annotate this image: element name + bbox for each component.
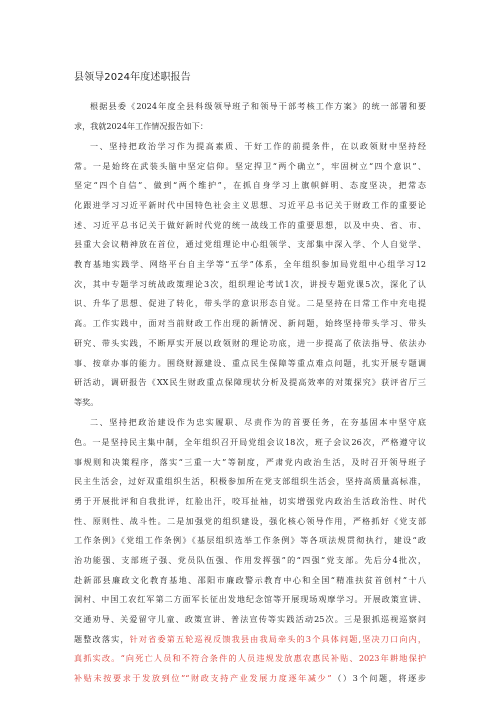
text-line: 教育基地实践学、网络平台自主学等“五学”体系，全年组织参加局党组中心组学习12 xyxy=(74,259,426,270)
text-line: 色。一是坚持民主集中制，全年组织召开局党组会议18次，班子会议26次，严格遵守议 xyxy=(74,436,426,447)
text-line: 交通劝导、关爱留守儿童、政策宣讲、普法宣传等实践活动25次。三是狠抓巡视巡察问 xyxy=(74,614,426,625)
text-line: 次，其中专题学习统战政策理论3次，组织理论考试1次，讲授专题党课5次，深化了认 xyxy=(74,278,426,289)
text-line: 县重大会议精神放在首位，通过党组理论中心组领学、支部集中深入学、个人自觉学、 xyxy=(74,239,426,250)
text-line: 民主生活会，过好双重组织生活，积极参加所在党支部组织生活会，坚持高质量高标准， xyxy=(74,476,426,487)
text-line: 事、按章办事的能力。围绕财源建设、重点民生保障等重点难点问题，扎实开展专题调 xyxy=(74,357,426,368)
paragraph-political-building xyxy=(74,413,426,689)
document-body xyxy=(74,97,426,689)
text-line: 工作条例》《党组工作条例》《基层组织选举工作条例》等各项法规贯彻执行，建设“政 xyxy=(74,535,426,546)
text-segment: （）3个问题，将逐步 xyxy=(331,673,426,684)
text-line: 性、原则性、战斗性。二是加强党的组织建设，强化核心领导作用，严格抓好《党支部 xyxy=(74,515,426,526)
text-line xyxy=(74,669,426,689)
text-line xyxy=(74,630,426,650)
text-line: 事规则和决策程序，落实“三重一大”等制度，严肃党内政治生活，及时召开领导班子 xyxy=(74,456,426,467)
text-line: 高。工作实践中，面对当前财政工作出现的新情况、新问题，始终坚持带头学习、带头 xyxy=(74,318,426,329)
text-line: 等奖。 xyxy=(74,396,99,407)
text-line: 赴新邵县廉政文化教育基地、邵阳市廉政警示教育中心和全国“精准扶贫首创村”十八 xyxy=(74,574,426,585)
highlighted-text: 针对省委第五轮巡视反馈我县由我局牵头的3个具体问题,坚决刀口向内， xyxy=(129,633,426,644)
text-line: 化跟进学习习近平新时代中国特色社会主义思想、习近平总书记关于财政工作的重要论 xyxy=(74,200,426,211)
text-line: 坚定“四个自信”、做到“两个维护”，在抓自身学习上旗帜鲜明、态度坚决，把常态 xyxy=(74,180,426,191)
text-line: 常。一是始终在武装头脑中坚定信仰。坚定捍卫“两个确立”，牢固树立“四个意识”、 xyxy=(74,160,426,171)
highlighted-text: 补贴未按要求于发放到位”“财政支持产业发展力度逐年减少” xyxy=(74,673,332,684)
highlighted-text-line: 真抓实改。“向死亡人员和不符合条件的人员违规发放惠农惠民补贴、2023年耕地保护 xyxy=(74,653,426,664)
text-line: 述、习近平总书记关于做好新时代党的统一战线工作的重要思想，以及中央、省、市、 xyxy=(74,219,426,230)
text-line: 勇于开展批评和自我批评，红脸出汗，咬耳扯袖，切实增强党内政治生活政治性、时代 xyxy=(74,495,426,506)
text-line: 求，我就2024年工作情况报告如下： xyxy=(74,120,208,131)
document-title: 县领导2024年度述职报告 xyxy=(74,72,191,83)
text-line: 二、坚持把政治建设作为忠实履职、尽责作为的首要任务，在夯基固本中坚守底 xyxy=(90,417,426,428)
text-line: 研活动，调研报告《XX民生财政重点保障现状分析及提高效率的对策探究》获评省厅三 xyxy=(74,377,426,388)
text-line: 治功能强、支部班子强、党员队伍强、作用发挥强”的“四强”党支部。先后分4批次， xyxy=(74,555,426,565)
text-line: 一、坚持把政治学习作为提高素质、干好工作的前提条件，在以政领财中坚持经 xyxy=(90,140,426,151)
text-segment: 题整改落实， xyxy=(74,633,130,644)
paragraph-political-study xyxy=(74,137,426,413)
text-line: 根据县委《2024年度全县科级领导班子和领导干部考核工作方案》的统一部署和要 xyxy=(90,101,426,111)
paragraph-intro xyxy=(74,97,426,136)
text-line: 研究、带头实践，不断厚实开展以政领财的理论功底，进一步提高了依法指导、依法办 xyxy=(74,337,426,348)
text-line: 识、升华了思想、促进了转化，带头学的意识形态自觉。二是坚持在日常工作中充电提 xyxy=(74,298,426,309)
text-line: 洞村、中国工农红军第二方面军长征出发地纪念馆等开展现场观摩学习。开展政策宣讲、 xyxy=(74,594,426,605)
